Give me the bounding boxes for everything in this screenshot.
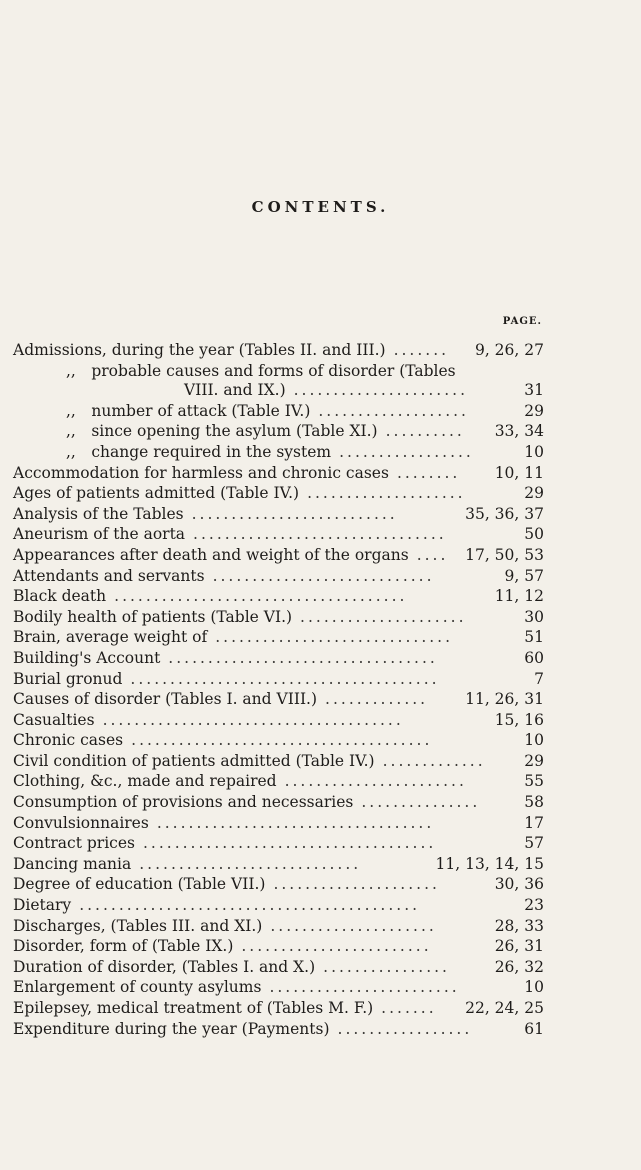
- entry-text: Convulsionnaires: [13, 813, 149, 832]
- entry-pages: 50: [524, 525, 544, 544]
- entry-pages: 9, 57: [504, 566, 544, 585]
- contents-entry: [0, 895, 641, 916]
- contents-entry: [0, 361, 641, 382]
- leader-dots: ............................: [139, 854, 362, 873]
- leader-dots: ........: [396, 463, 461, 482]
- contents-entry: [0, 936, 641, 957]
- leader-dots: ............................: [212, 566, 435, 585]
- entry-pages: 29: [524, 484, 544, 503]
- contents-entries: [0, 340, 641, 1039]
- contents-entry: [0, 669, 641, 690]
- entry-pages: 23: [524, 896, 544, 915]
- entry-pages: 28, 33: [494, 916, 544, 935]
- entry-pages: 61: [524, 1019, 544, 1038]
- entry-text: Aneurism of the aorta: [13, 525, 186, 544]
- leader-dots: ...............: [361, 793, 481, 812]
- entry-pages: 17, 50, 53: [465, 545, 544, 564]
- contents-entry: [0, 648, 641, 669]
- leader-dots: ........................: [241, 937, 432, 956]
- contents-entry: [0, 730, 641, 751]
- entry-text: Dancing mania: [13, 854, 132, 873]
- entry-text: Ages of patients admitted (Table IV.): [13, 484, 300, 503]
- contents-entry: [0, 524, 641, 545]
- entry-pages: 35, 36, 37: [465, 504, 544, 523]
- contents-entry: [0, 380, 641, 401]
- entry-pages: 22, 24, 25: [465, 999, 544, 1017]
- entry-pages: 51: [524, 628, 544, 647]
- contents-entry: [0, 566, 641, 587]
- leader-dots: ..............................: [215, 628, 454, 647]
- entry-pages: 15, 16: [494, 710, 544, 729]
- entry-text: Duration of disorder, (Tables I. and X.): [13, 957, 316, 976]
- leader-dots: ......................................: [102, 710, 404, 729]
- entry-text: Burial gronud: [13, 669, 123, 688]
- contents-entry: [0, 442, 641, 463]
- leader-dots: ..........................: [191, 504, 398, 523]
- entry-pages: 11, 12: [494, 587, 544, 606]
- contents-entry: [0, 607, 641, 628]
- entry-text: ,, change required in the system: [66, 442, 332, 461]
- entry-pages: 10: [524, 731, 544, 750]
- entry-pages: 26, 31: [494, 937, 544, 956]
- entry-pages: 30: [524, 607, 544, 626]
- entry-text: Admissions, during the year (Tables II. and III.): [13, 341, 386, 359]
- leader-dots: ..........: [385, 422, 465, 441]
- leader-dots: .....................: [300, 607, 467, 626]
- entry-pages: 9, 26, 27: [474, 341, 544, 359]
- contents-entry: [0, 833, 641, 854]
- entry-pages: 57: [524, 834, 544, 853]
- leader-dots: .............: [325, 690, 429, 709]
- contents-entry: [0, 854, 641, 875]
- entry-pages: 29: [524, 751, 544, 770]
- contents-entry: [0, 874, 641, 895]
- contents-entry: [0, 421, 641, 442]
- leader-dots: ......................: [293, 381, 469, 400]
- leader-dots: ....: [416, 545, 449, 564]
- entry-pages: 11, 26, 31: [465, 690, 544, 709]
- entry-text: Civil condition of patients admitted (Table IV.): [13, 751, 375, 770]
- entry-pages: 10: [524, 442, 544, 461]
- entry-pages: 7: [534, 669, 544, 688]
- leader-dots: ...................: [318, 401, 469, 420]
- entry-text: Dietary: [13, 896, 72, 915]
- entry-pages: 26, 32: [494, 957, 544, 976]
- entry-text: Causes of disorder (Tables I. and VIII.): [13, 690, 318, 709]
- entry-text: ,, number of attack (Table IV.): [66, 401, 311, 420]
- contents-entry: [0, 627, 641, 648]
- entry-pages: 10, 11: [494, 463, 544, 482]
- entry-text: VIII. and IX.): [184, 381, 286, 400]
- leader-dots: .......: [393, 341, 450, 359]
- leader-dots: ................................: [193, 525, 447, 544]
- entry-pages: 33, 34: [494, 422, 544, 441]
- entry-text: Attendants and servants: [13, 566, 205, 585]
- leader-dots: .......................................: [130, 669, 440, 688]
- leader-dots: .................: [339, 442, 474, 461]
- entry-pages: 55: [524, 772, 544, 791]
- contents-entry: [0, 504, 641, 525]
- contents-entry: [0, 463, 641, 484]
- contents-entry: [0, 977, 641, 998]
- entry-pages: 60: [524, 648, 544, 667]
- entry-text: Appearances after death and weight of the organs: [13, 545, 409, 564]
- entry-pages: 17: [524, 813, 544, 832]
- leader-dots: .....................: [273, 875, 440, 894]
- contents-entry: [0, 751, 641, 772]
- entry-text: Degree of education (Table VII.): [13, 875, 266, 894]
- leader-dots: .............: [382, 751, 486, 770]
- entry-text: Casualties: [13, 710, 95, 729]
- contents-entry: [0, 340, 641, 361]
- entry-text: Expenditure during the year (Payments): [13, 1019, 330, 1038]
- entry-text: Consumption of provisions and necessaries: [13, 793, 354, 812]
- leader-dots: ...........................................: [79, 896, 421, 915]
- entry-pages: 11, 13, 14, 15: [435, 854, 544, 873]
- entry-text: Accommodation for harmless and chronic cases: [13, 463, 389, 482]
- leader-dots: .....................: [270, 916, 437, 935]
- leader-dots: .....................................: [143, 834, 437, 853]
- contents-title: CONTENTS.: [251, 198, 390, 216]
- leader-dots: ......................................: [131, 731, 433, 750]
- entry-text: Disorder, form of (Table IX.): [13, 937, 234, 956]
- entry-text: Black death: [13, 587, 107, 606]
- page-column-label: PAGE.: [502, 316, 542, 327]
- entry-text: Bodily health of patients (Table VI.): [13, 607, 293, 626]
- contents-entry: [0, 586, 641, 607]
- leader-dots: .....................................: [114, 587, 408, 606]
- entry-pages: 10: [524, 978, 544, 997]
- contents-entry: [0, 813, 641, 834]
- entry-text: Analysis of the Tables: [13, 504, 184, 523]
- leader-dots: ....................: [307, 484, 466, 503]
- contents-entry: [0, 957, 641, 978]
- entry-pages: 30, 36: [494, 875, 544, 894]
- leader-dots: ........................: [269, 978, 460, 997]
- contents-entry: [0, 1019, 641, 1040]
- leader-dots: .......: [381, 999, 437, 1017]
- entry-text: Building's Account: [13, 648, 161, 667]
- contents-entry: [0, 792, 641, 813]
- leader-dots: .......................: [284, 772, 467, 791]
- entry-text: Contract prices: [13, 834, 135, 853]
- contents-entry: [0, 545, 641, 566]
- entry-text: Discharges, (Tables III. and XI.): [13, 916, 263, 935]
- leader-dots: .................: [337, 1019, 473, 1038]
- entry-text: Epilepsey, medical treatment of (Tables M. F.): [13, 999, 374, 1017]
- entry-pages: 58: [524, 793, 544, 812]
- entry-text: Chronic cases: [13, 731, 124, 750]
- contents-entry: [0, 689, 641, 710]
- leader-dots: ..................................: [168, 648, 438, 667]
- contents-entry: [0, 401, 641, 422]
- leader-dots: ...................................: [156, 813, 435, 832]
- contents-entry: [0, 771, 641, 792]
- contents-entry: [0, 483, 641, 504]
- contents-entry: [0, 710, 641, 731]
- entry-text: ,, since opening the asylum (Table XI.): [66, 422, 378, 441]
- entry-text: Brain, average weight of: [13, 628, 208, 647]
- entry-text: ,, probable causes and forms of disorder (Tables: [66, 361, 456, 380]
- leader-dots: ................: [323, 957, 450, 976]
- contents-entry: [0, 998, 641, 1019]
- contents-entry: [0, 916, 641, 937]
- entry-pages: 31: [524, 381, 544, 400]
- entry-text: Clothing, &c., made and repaired: [13, 772, 277, 791]
- entry-text: Enlargement of county asylums: [13, 978, 262, 997]
- entry-pages: 29: [524, 401, 544, 420]
